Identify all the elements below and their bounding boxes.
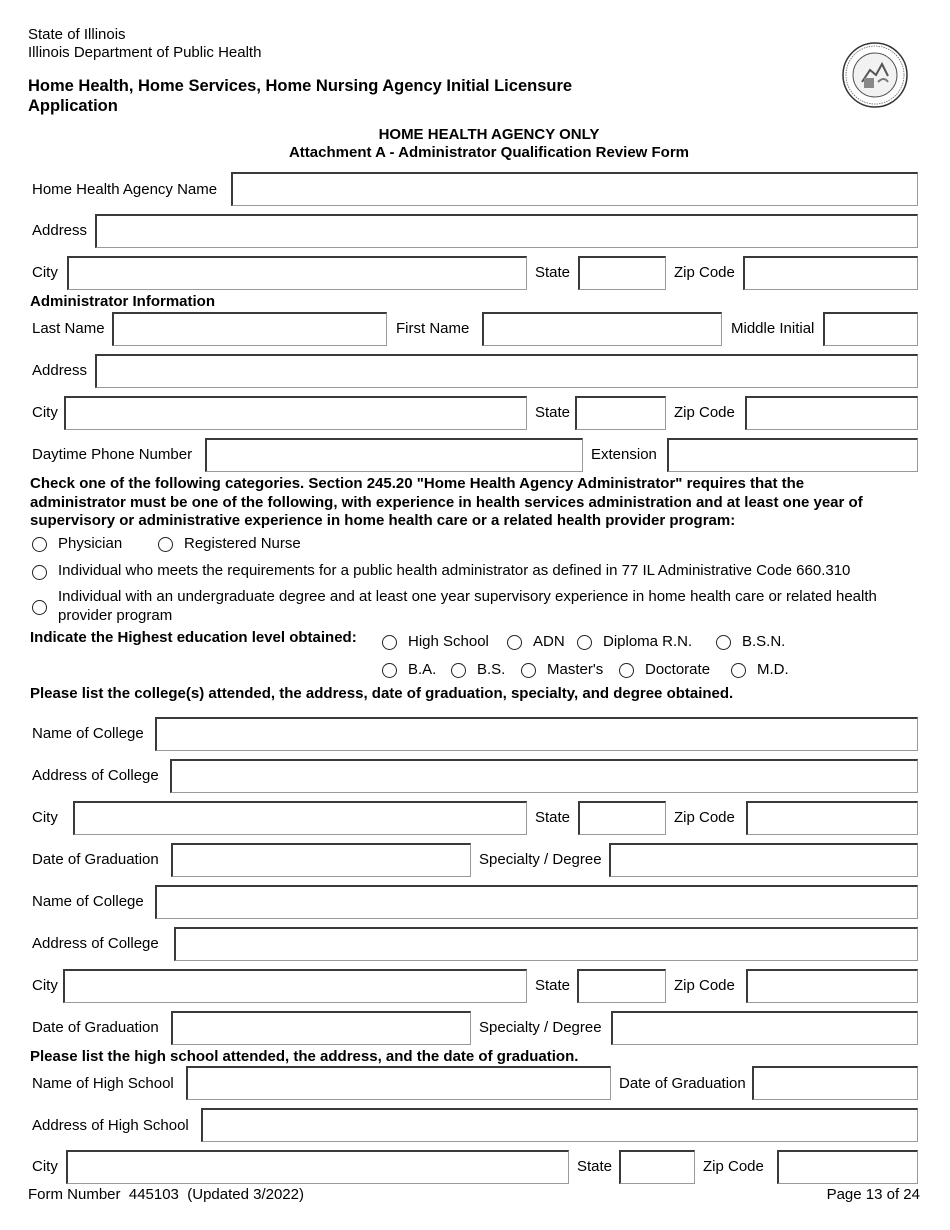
education-label: Indicate the Highest education level obtained: bbox=[30, 629, 357, 646]
radio-edu-doctorate-label: Doctorate bbox=[645, 661, 711, 678]
radio-edu-bsn-label: B.S.N. bbox=[742, 633, 786, 650]
admin-address-label: Address bbox=[32, 362, 88, 379]
agency-department: Illinois Department of Public Health bbox=[28, 44, 262, 61]
college1-name-label: Name of College bbox=[32, 725, 144, 742]
category-instruction-line1: Check one of the following categories. Section 245.20 "Home Health Agency Administrator" requires that the bbox=[30, 475, 805, 492]
college1-address-input[interactable] bbox=[170, 759, 918, 793]
radio-registered-nurse[interactable] bbox=[158, 537, 173, 552]
college2-address-input[interactable] bbox=[174, 927, 918, 961]
hs-grad-input[interactable] bbox=[752, 1066, 918, 1100]
college1-zip-input[interactable] bbox=[746, 801, 918, 835]
radio-edu-doctorate[interactable] bbox=[619, 663, 634, 678]
college1-grad-input[interactable] bbox=[171, 843, 471, 877]
agency-city-label: City bbox=[32, 264, 58, 281]
radio-edu-md-label: M.D. bbox=[757, 661, 789, 678]
college2-state-label: State bbox=[535, 977, 571, 994]
state-seal-icon bbox=[842, 42, 908, 108]
radio-physician-label: Physician bbox=[58, 535, 123, 552]
college2-address-label: Address of College bbox=[32, 935, 159, 952]
college2-specialty-input[interactable] bbox=[611, 1011, 918, 1045]
college1-state-input[interactable] bbox=[578, 801, 666, 835]
hs-name-input[interactable] bbox=[186, 1066, 611, 1100]
college2-name-label: Name of College bbox=[32, 893, 144, 910]
radio-edu-masters-label: Master's bbox=[547, 661, 604, 678]
hs-name-label: Name of High School bbox=[32, 1075, 174, 1092]
agency-address-label: Address bbox=[32, 222, 88, 239]
college2-grad-label: Date of Graduation bbox=[32, 1019, 159, 1036]
college1-specialty-input[interactable] bbox=[609, 843, 918, 877]
admin-extension-label: Extension bbox=[591, 446, 657, 463]
category-instruction-line2: administrator must be one of the following, with experience in health services administration and at least one year of bbox=[30, 494, 863, 511]
agency-address-input[interactable] bbox=[95, 214, 918, 248]
college1-specialty-label: Specialty / Degree bbox=[479, 851, 602, 868]
radio-edu-bs[interactable] bbox=[451, 663, 466, 678]
admin-first-name-label: First Name bbox=[396, 320, 470, 337]
form-title-line2: Application bbox=[28, 97, 118, 115]
college1-state-label: State bbox=[535, 809, 571, 826]
hs-city-input[interactable] bbox=[66, 1150, 569, 1184]
radio-edu-bsn[interactable] bbox=[716, 635, 731, 650]
college2-city-label: City bbox=[32, 977, 58, 994]
hs-address-input[interactable] bbox=[201, 1108, 918, 1142]
form-title-line1: Home Health, Home Services, Home Nursing Agency Initial Licensure bbox=[28, 77, 573, 95]
high-school-instruction: Please list the high school attended, the address, and the date of graduation. bbox=[30, 1048, 579, 1065]
college-instruction: Please list the college(s) attended, the address, date of graduation, specialty, and degree obtained. bbox=[30, 685, 734, 702]
subtitle-attachment-a: Attachment A - Administrator Qualification Review Form bbox=[288, 144, 690, 161]
admin-phone-label: Daytime Phone Number bbox=[32, 446, 193, 463]
hs-state-input[interactable] bbox=[619, 1150, 695, 1184]
radio-edu-diploma-rn-label: Diploma R.N. bbox=[603, 633, 693, 650]
hs-state-label: State bbox=[577, 1158, 613, 1175]
radio-edu-high-school[interactable] bbox=[382, 635, 397, 650]
admin-city-label: City bbox=[32, 404, 58, 421]
college2-name-input[interactable] bbox=[155, 885, 918, 919]
radio-edu-md[interactable] bbox=[731, 663, 746, 678]
college1-grad-label: Date of Graduation bbox=[32, 851, 159, 868]
subtitle-home-health-only: HOME HEALTH AGENCY ONLY bbox=[378, 126, 600, 143]
agency-state: State of Illinois bbox=[28, 26, 126, 43]
radio-edu-bs-label: B.S. bbox=[477, 661, 506, 678]
admin-last-name-label: Last Name bbox=[32, 320, 105, 337]
admin-last-name-input[interactable] bbox=[112, 312, 387, 346]
radio-edu-high-school-label: High School bbox=[408, 633, 489, 650]
page-number: Page 13 of 24 bbox=[826, 1186, 920, 1203]
admin-middle-initial-label: Middle Initial bbox=[731, 320, 815, 337]
college2-city-input[interactable] bbox=[63, 969, 527, 1003]
college1-address-label: Address of College bbox=[32, 767, 159, 784]
admin-state-input[interactable] bbox=[575, 396, 666, 430]
radio-edu-ba-label: B.A. bbox=[408, 661, 437, 678]
admin-phone-input[interactable] bbox=[205, 438, 583, 472]
college1-city-input[interactable] bbox=[73, 801, 527, 835]
hs-city-label: City bbox=[32, 1158, 58, 1175]
college2-grad-input[interactable] bbox=[171, 1011, 471, 1045]
college2-state-input[interactable] bbox=[577, 969, 666, 1003]
admin-state-label: State bbox=[535, 404, 571, 421]
hs-grad-label: Date of Graduation bbox=[619, 1075, 746, 1092]
college2-specialty-label: Specialty / Degree bbox=[479, 1019, 602, 1036]
admin-zip-input[interactable] bbox=[745, 396, 918, 430]
admin-zip-label: Zip Code bbox=[674, 404, 735, 421]
agency-name-input[interactable] bbox=[231, 172, 918, 206]
college1-name-input[interactable] bbox=[155, 717, 918, 751]
radio-edu-masters[interactable] bbox=[521, 663, 536, 678]
agency-name-label: Home Health Agency Name bbox=[32, 181, 218, 198]
radio-undergraduate-degree-label-line2: provider program bbox=[58, 607, 173, 624]
hs-address-label: Address of High School bbox=[32, 1117, 189, 1134]
college1-city-label: City bbox=[32, 809, 58, 826]
category-instruction-line3: supervisory or administrative experience in home health care or a related health provider program: bbox=[30, 512, 736, 529]
admin-extension-input[interactable] bbox=[667, 438, 918, 472]
hs-zip-label: Zip Code bbox=[703, 1158, 764, 1175]
hs-zip-input[interactable] bbox=[777, 1150, 918, 1184]
radio-registered-nurse-label: Registered Nurse bbox=[184, 535, 301, 552]
radio-edu-diploma-rn[interactable] bbox=[577, 635, 592, 650]
radio-edu-ba[interactable] bbox=[382, 663, 397, 678]
radio-edu-adn[interactable] bbox=[507, 635, 522, 650]
agency-city-input[interactable] bbox=[67, 256, 527, 290]
radio-public-health-admin-label: Individual who meets the requirements for a public health administrator as defined in 77 IL Administrative Code 660.310 bbox=[58, 562, 851, 579]
radio-physician[interactable] bbox=[32, 537, 47, 552]
college1-zip-label: Zip Code bbox=[674, 809, 735, 826]
radio-undergraduate-degree[interactable] bbox=[32, 600, 47, 615]
form-number: Form Number 445103 (Updated 3/2022) bbox=[28, 1186, 304, 1203]
admin-middle-initial-input[interactable] bbox=[823, 312, 918, 346]
radio-undergraduate-degree-label-line1: Individual with an undergraduate degree and at least one year supervisory experience in home health care or related health bbox=[58, 588, 877, 605]
college2-zip-label: Zip Code bbox=[674, 977, 735, 994]
agency-state-label: State bbox=[535, 264, 571, 281]
admin-address-input[interactable] bbox=[95, 354, 918, 388]
agency-zip-input[interactable] bbox=[743, 256, 918, 290]
agency-state-input[interactable] bbox=[578, 256, 666, 290]
administrator-section-title: Administrator Information bbox=[30, 293, 216, 310]
admin-first-name-input[interactable] bbox=[482, 312, 722, 346]
admin-city-input[interactable] bbox=[64, 396, 527, 430]
radio-edu-adn-label: ADN bbox=[533, 633, 565, 650]
college2-zip-input[interactable] bbox=[746, 969, 918, 1003]
radio-public-health-admin[interactable] bbox=[32, 565, 47, 580]
agency-zip-label: Zip Code bbox=[674, 264, 735, 281]
